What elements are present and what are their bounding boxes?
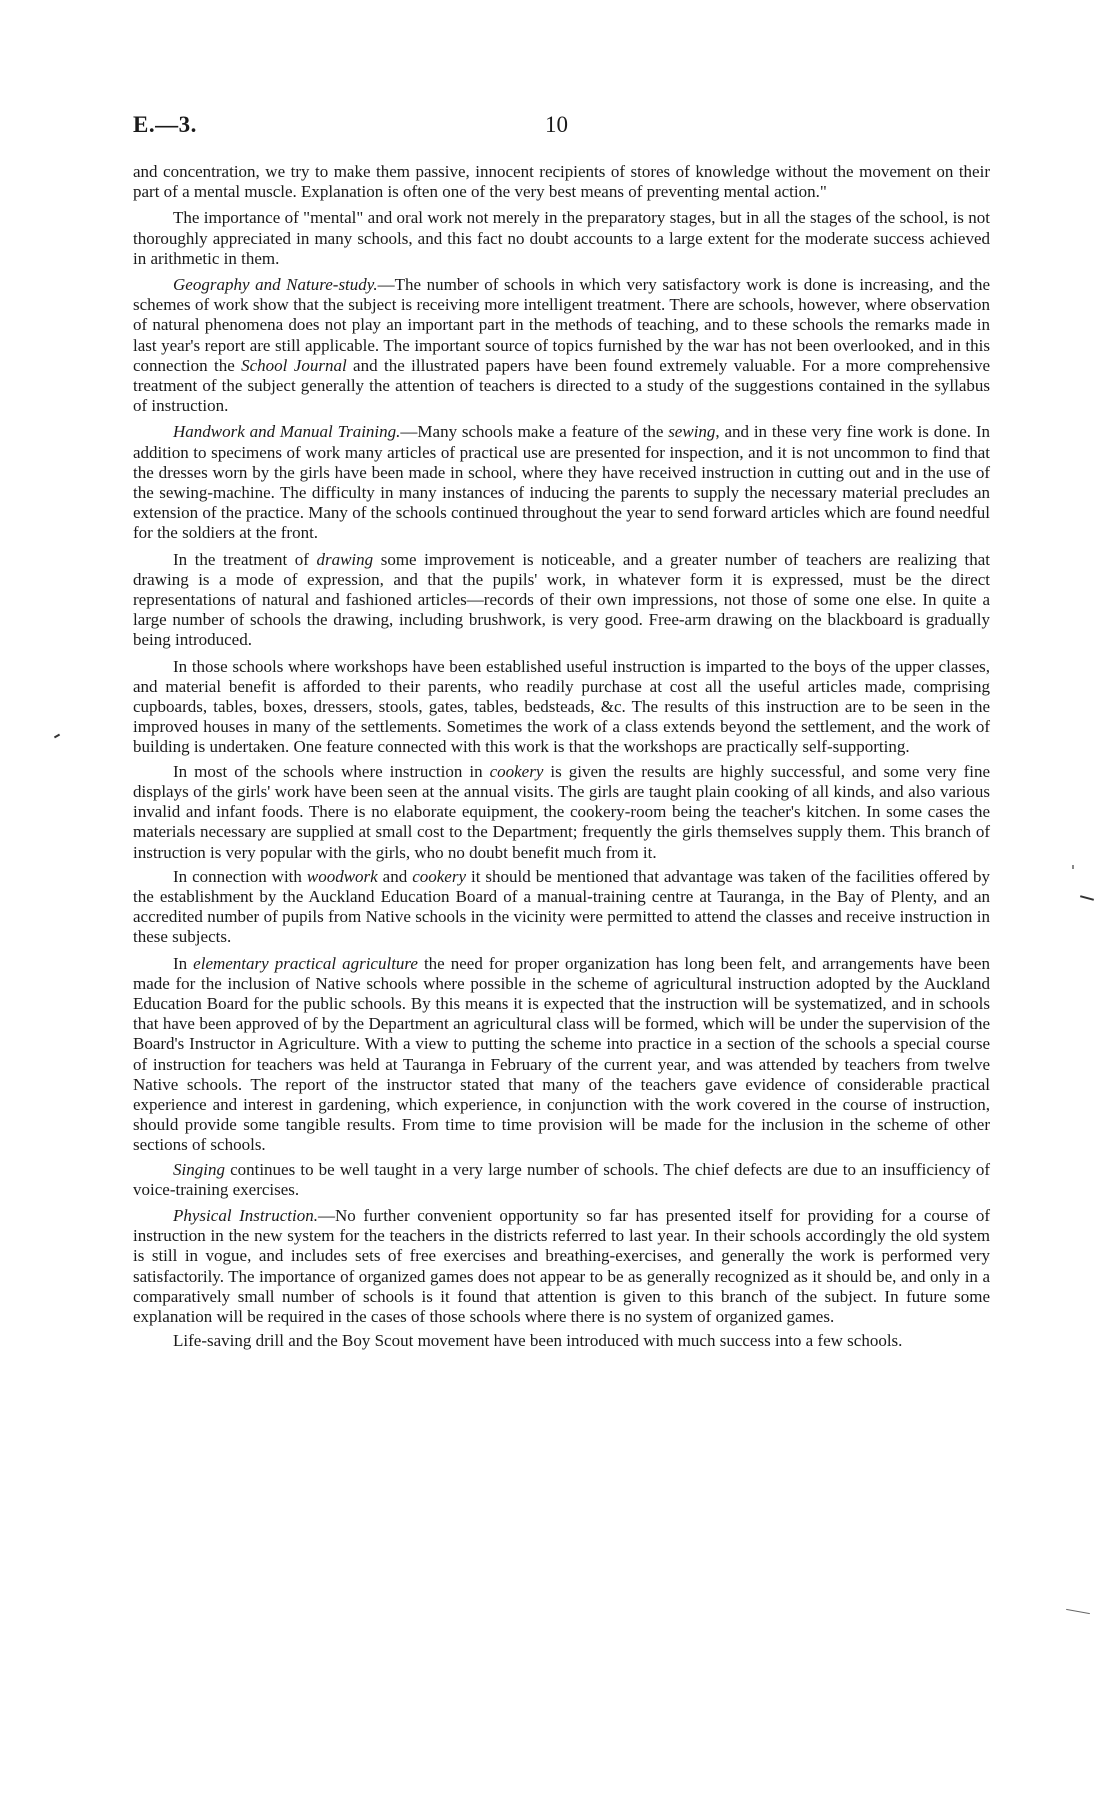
italic-drawing: drawing: [316, 549, 374, 569]
scan-mark-right-3: [1072, 865, 1074, 869]
section-heading-geography: Geography and Nature-study.: [173, 275, 378, 295]
paragraph-text: In connection with: [173, 866, 307, 886]
italic-cookery: cookery: [489, 761, 544, 781]
paragraph-geography: [133, 275, 990, 416]
paragraph-text: and the illustrated papers have been found extremely valuable. For a more comprehensive treatment of the subject generally the attention of teachers is directed to a study of the suggestions contained in the syllabus of instruction.: [133, 355, 990, 416]
paragraph-text: it should be mentioned that advantage was taken of the facilities offered by the establishment by the Auckland Education Board of a manual-training centre at Tauranga, in the Bay of Plenty, and an accredited number of pupils from Native schools in the vicinity were permitted to attend the classes and receive instruction in these subjects.: [133, 866, 991, 947]
section-heading-singing: Singing: [173, 1159, 225, 1179]
paragraph-continuation: [133, 162, 990, 202]
paragraph-text: In those schools where workshops have been established useful instruction is imparted to the boys of the upper classes, and material benefit is afforded to their parents, who readily purchase at cost all the useful articles made, comprising cupboards, tables, boxes, dressers, stools, gates, tables, bedsteads, &c. The results of this instruction are to be seen in the improved houses in many of the settlements. Sometimes the work of a class extends beyond the settlement, and the work of building is undertaken. One feature connected with this work is that the workshops are practically self-supporting.: [133, 656, 990, 757]
paragraph-text: is given the results are highly successful, and some very fine displays of the girls' work have been seen at the annual visits. The girls are taught plain cooking of all kinds, and also various invalid and infant foods. There is no elaborate equipment, the cookery-room being the teacher's kitchen. In some cases the materials necessary are supplied at small cost to the Department; frequently the girls themselves supply them. This branch of instruction is very popular with the girls, who no doubt benefit much from it.: [133, 761, 990, 862]
paragraph-physical: [133, 1206, 990, 1327]
paragraph-text: Life-saving drill and the Boy Scout movement have been introduced with much success into a few schools.: [173, 1331, 903, 1351]
italic-school-journal: School Journal: [241, 355, 347, 375]
paragraph-cookery: [133, 762, 990, 863]
paragraph-text: the need for proper organization has long been felt, and arrangements have been made for the inclusion of Native schools where possible in the scheme of agricultural instruction adopted by the Auckland Education Board for the public schools. By this means it is expected that the instruction will be systematized, and in schools that have been approved of by the Department an agricultural class will be formed, which will be under the supervision of the Board's Instructor in Agriculture. With a view to putting the scheme into practice in a section of the schools a special course of instruction for teachers was held at Tauranga in February of the current year, and was attended by teachers from twelve Native schools. The report of the instructor stated that many of the teachers gave evidence of considerable practical experience and interest in gardening, which experience, in conjunction with the work covered in the course of instruction, should provide some tangible results. From time to time provision will be made for the inclusion in the scheme of other sections of schools.: [133, 953, 990, 1155]
scan-mark-right-1: [1080, 895, 1094, 901]
paragraph-woodwork: [133, 867, 990, 948]
paragraph-text: —No further convenient opportunity so far has presented itself for providing for a course of instruction in the new system for the teachers in the districts referred to last year. In their schools accordingly the old system is still in vogue, and includes sets of free exercises and breathing-exercises, and generally the work is performed very satisfactorily. The importance of organized games does not appear to be as generally recognized as it should be, and only in a comparatively small number of schools is it found that attention is given to this branch of the subject. In future some explanation will be required in the cases of those schools where there is no system of organized games.: [133, 1205, 990, 1326]
paragraph-singing: [133, 1160, 990, 1200]
document-reference: E.—3.: [133, 112, 197, 137]
paragraph-life-saving: [133, 1331, 990, 1351]
paragraph-text: and: [377, 866, 413, 886]
section-heading-handwork: Handwork and Manual Training.: [173, 422, 401, 442]
paragraph-text: In: [173, 953, 194, 973]
paragraph-handwork: [133, 422, 990, 543]
page-number: 10: [545, 112, 568, 137]
paragraph-text: —The number of schools in which very satisfactory work is done is increasing, and the schemes of work show that the subject is receiving more intelligent treatment. There are schools, however, where observation of natural phenomena does not play an important part in the methods of teaching, and to these schools the remarks made in last year's report are still applicable. The important source of topics furnished by the war has not been overlooked, and in this connection the: [133, 275, 990, 375]
paragraph-workshops: [133, 657, 990, 758]
document-body: [133, 162, 990, 1357]
scan-mark-right-2: [1066, 1609, 1090, 1614]
paragraph-drawing: [133, 550, 990, 651]
italic-cookery-2: cookery: [412, 866, 467, 886]
paragraph-text: The importance of "mental" and oral work not merely in the preparatory stages, but in all the stages of the school, is not thoroughly appreciated in many schools, and this fact no doubt accounts to a large extent for the moderate success achieved in arithmetic in them.: [133, 208, 990, 268]
section-heading-physical: Physical Instruction.: [173, 1205, 318, 1225]
italic-sewing: sewing: [668, 422, 716, 442]
paragraph-text: and concentration, we try to make them passive, innocent recipients of stores of knowledge without the movement on their part of a mental muscle. Explanation is often one of the very best means of preventing mental action.": [133, 162, 990, 202]
italic-agriculture: elementary practical agriculture: [193, 953, 418, 973]
paragraph-text: some improvement is noticeable, and a greater number of teachers are realizing that drawing is a mode of expression, and that the pupils' work, in whatever form it is expressed, must be the direct representations of natural and fashioned articles—records of their own impressions, not those of some one else. In quite a large number of schools the drawing, including brushwork, is very good. Free-arm drawing on the blackboard is gradually being introduced.: [133, 549, 990, 650]
paragraph-agriculture: [133, 954, 990, 1156]
page-header: [133, 112, 995, 146]
paragraph-text: In most of the schools where instruction in: [173, 761, 490, 781]
paragraph-text: —Many schools make a feature of the: [400, 422, 669, 442]
italic-woodwork: woodwork: [306, 866, 378, 886]
paragraph-text: , and in these very fine work is done. In addition to specimens of work many articles of practical use are presented for inspection, and it is not uncommon to find that the dresses worn by the girls have been made in school, where they have received instruction in cutting out and in the use of the sewing-machine. The difficulty in many instances of inducing the parents to supply the necessary material precludes an extension of the practice. Many of the schools continued throughout the year to send forward articles which are found needful for the soldiers at the front.: [133, 422, 990, 543]
paragraph-mental-work: [133, 208, 990, 269]
paragraph-text: In the treatment of: [173, 549, 317, 569]
paragraph-text: continues to be well taught in a very large number of schools. The chief defects are due to an insufficiency of voice-training exercises.: [133, 1159, 990, 1199]
scan-mark-left: [54, 734, 60, 739]
